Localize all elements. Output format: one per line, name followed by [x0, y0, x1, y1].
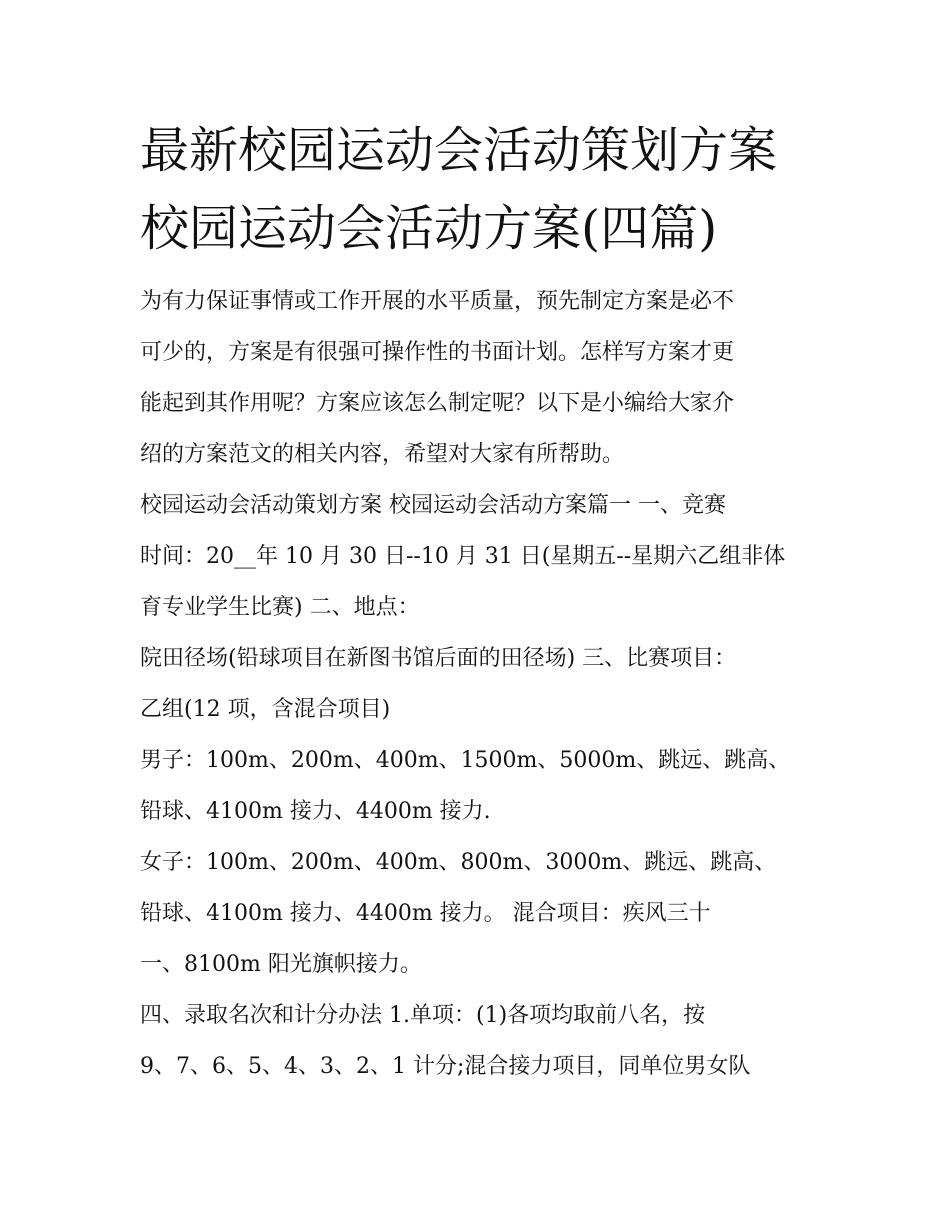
title-line: 最新校园运动会活动策划方案 [140, 122, 778, 179]
body-line: 铅球、4100m 接力、4400m 接力。 混合项目：疾风三十 [140, 901, 711, 926]
body-line: 可少的，方案是有很强可操作性的书面计划。怎样写方案才更 [140, 340, 735, 365]
body-line: 铅球、4100m 接力、4400m 接力. [140, 799, 491, 824]
body-line: 时间：20__年 10 月 30 日--10 月 31 日(星期五--星期六乙组非体 [140, 544, 786, 569]
body-line: 男子：100m、200m、400m、1500m、5000m、跳远、跳高、 [140, 748, 791, 773]
body-line: 9、7、6、5、4、3、2、1 计分;混合接力项目，同单位男女队 [140, 1054, 751, 1079]
body-line: 绍的方案范文的相关内容，希望对大家有所帮助。 [140, 442, 625, 467]
body-line: 乙组(12 项，含混合项目) [140, 697, 391, 722]
body-line: 校园运动会活动策划方案 校园运动会活动方案篇一 一、竞赛 [140, 493, 726, 518]
body-line: 女子：100m、200m、400m、800m、3000m、跳远、跳高、 [140, 850, 777, 875]
document-body [140, 276, 820, 1092]
body-line: 能起到其作用呢？方案应该怎么制定呢？以下是小编给大家介 [140, 391, 735, 416]
body-line: 院田径场(铅球项目在新图书馆后面的田径场) 三、比赛项目： [140, 646, 737, 671]
body-line: 育专业学生比赛) 二、地点： [140, 595, 420, 620]
body-line: 为有力保证事情或工作开展的水平质量，预先制定方案是必不 [140, 289, 735, 314]
body-line: 四、录取名次和计分办法 1.单项：(1)各项均取前八名，按 [140, 1003, 706, 1028]
title-line: 校园运动会活动方案(四篇) [140, 200, 718, 257]
body-line: 一、8100m 阳光旗帜接力。 [140, 952, 422, 977]
document-title [140, 112, 840, 268]
